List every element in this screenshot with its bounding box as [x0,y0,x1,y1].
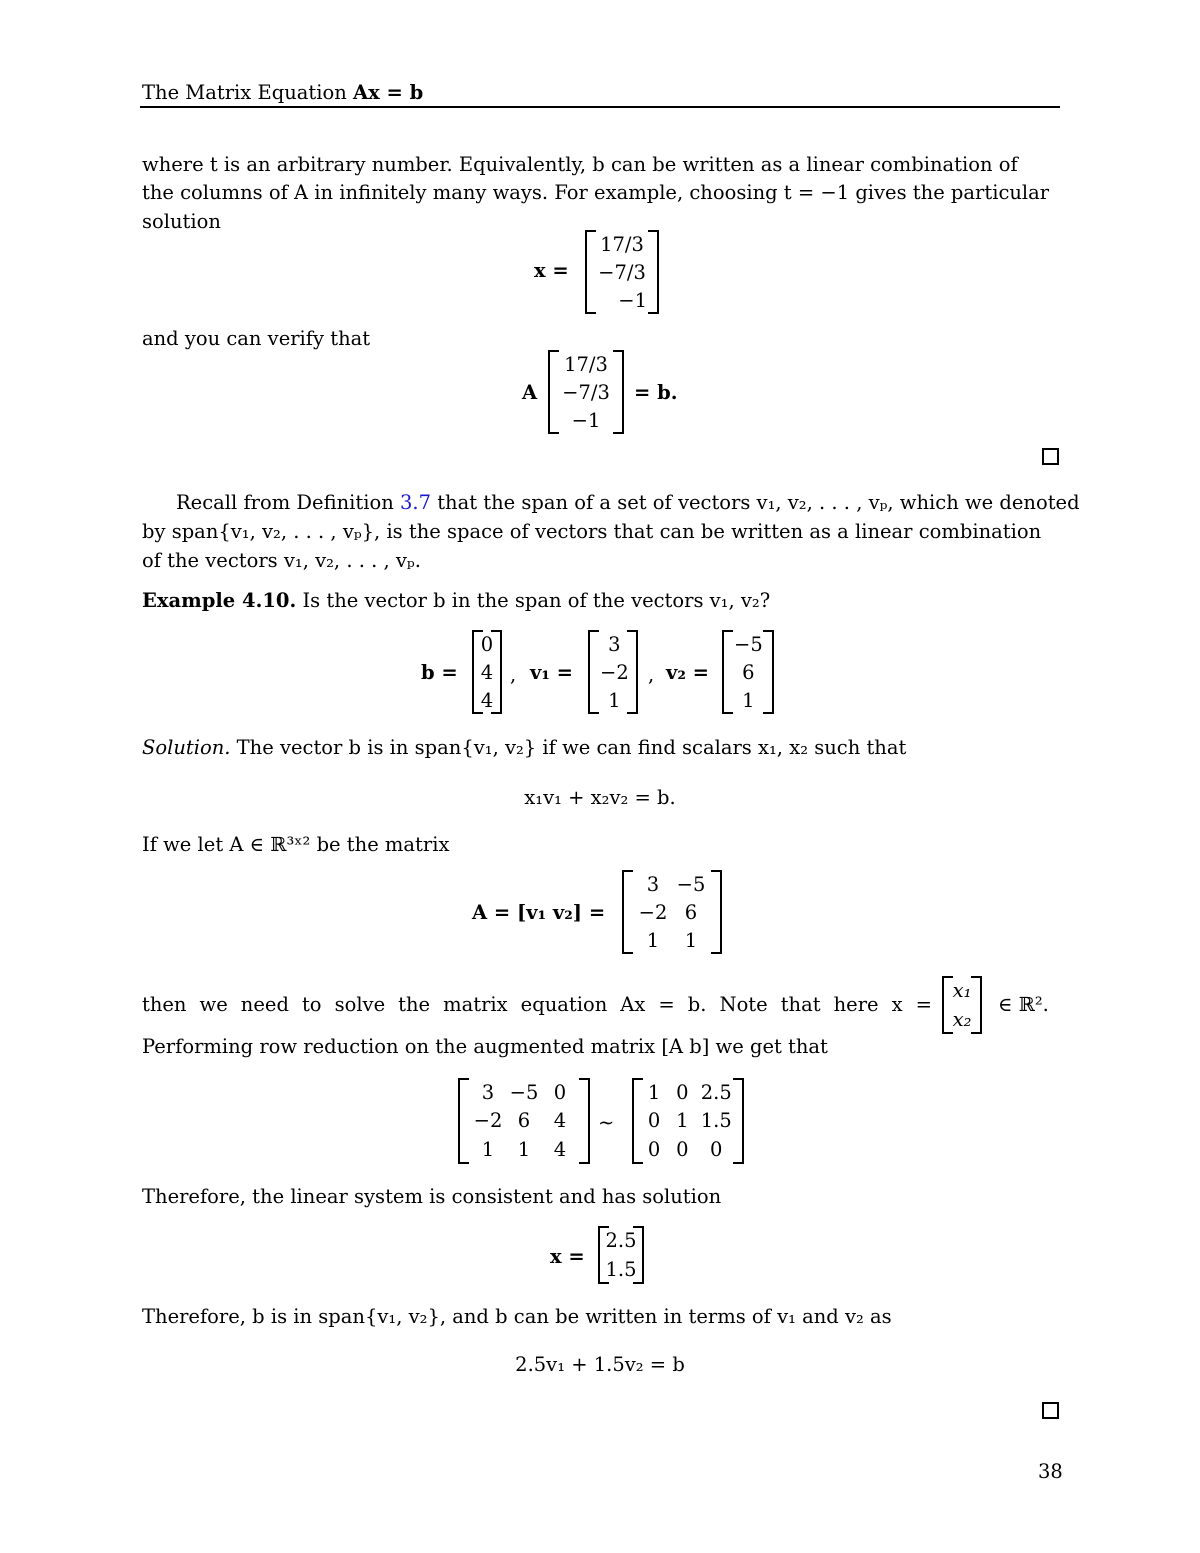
example-question: Is the vector b in the span of the vectors v₁, v₂? [302,589,771,612]
comma: , [510,663,517,686]
vector-entry: −5 [734,632,763,656]
eq-x2-lhs: x = [550,1245,585,1268]
let-text: If we let A ∈ ℝ³ˣ² be the matrix [142,833,450,856]
eq-lincomb: x₁v₁ + x₂v₂ = b. [524,786,676,809]
solution-label: Solution. [142,736,231,759]
matrix-entry: 6 [517,1109,531,1133]
bracket-left [622,870,633,954]
bracket-left [588,630,599,714]
verify-text: and you can verify that [142,327,371,350]
para1-line3: solution [142,210,221,233]
matrix-entry: 1 [676,1109,689,1133]
vector-entry: 4 [480,688,494,712]
vector-x-then [942,976,982,1034]
vector-entry: 2.5 [605,1229,637,1252]
vector-v2 [722,630,774,714]
para1-line2: the columns of A in infinitely many ways. For example, choosing t = −1 gives the particular [142,181,1050,204]
matrix-entry: 17/3 [564,352,608,376]
matrix-entry: 6 [684,900,698,924]
bracket-left [548,350,559,434]
recall-text: Recall from Definition [176,491,394,514]
vector-entry: x₁ [952,979,972,1002]
matrix-entry: −1 [571,408,601,432]
header-title-text: The Matrix Equation [142,81,347,104]
bracket-right [711,870,722,954]
recall-line1 [176,488,1080,517]
matrix-entry: 2.5 [700,1080,732,1104]
qed-symbol [1042,1402,1059,1419]
vector-entry: 4 [480,660,494,684]
v2-label: v₂ = [666,661,709,684]
matrix-entry: −1 [618,288,647,312]
eq-A-lhs: A = [v₁ v₂] = [472,901,606,924]
matrix-entry: 0 [676,1138,689,1162]
matrix-entry: 1 [646,928,660,952]
header-title-math: Ax = b [352,81,424,104]
augmented-matrix [458,1078,590,1164]
matrix-entry: −2 [473,1109,503,1133]
eq-verify-rhs: = b. [634,381,678,404]
vector-entry: x₂ [952,1008,972,1031]
matrix-entry: 4 [553,1109,567,1133]
bracket-right [648,230,659,314]
vector-entry: 0 [480,632,494,656]
bracket-left [585,230,596,314]
qed-symbol [1042,448,1059,465]
matrix-entry: 3 [646,872,660,896]
then-text: then we need to solve the matrix equation Ax = b. Note that here x = [142,993,932,1016]
header-rule [140,106,1060,108]
v1-label: v₁ = [530,661,573,684]
matrix-entry: 1 [481,1138,495,1162]
vector-entry: 1.5 [605,1258,637,1281]
perform-text: Performing row reduction on the augmented matrix [A b] we get that [142,1035,828,1058]
matrix-verify [548,350,624,434]
vector-b [472,630,502,714]
matrix-entry: 17/3 [600,232,644,256]
vector-entry: 6 [742,660,755,684]
vector-v1 [588,630,638,714]
comma: , [648,663,655,686]
bracket-right [613,350,624,434]
vector-entry: −2 [600,660,629,684]
matrix-entry: 1 [647,1080,661,1104]
para1-line1: where t is an arbitrary number. Equivalently, b can be written as a linear combination of [142,153,1018,176]
matrix-entry: 0 [710,1138,723,1162]
vector-entry: 3 [608,632,621,656]
matrix-entry: 0 [647,1138,661,1162]
recall-line3: of the vectors v₁, v₂, . . . , vₚ. [142,549,421,572]
eq-x1-lhs: x = [534,259,569,282]
therefore2-text: Therefore, b is in span{v₁, v₂}, and b can be written in terms of v₁ and v₂ as [142,1305,892,1328]
eq-final: 2.5v₁ + 1.5v₂ = b [515,1353,685,1376]
therefore1-text: Therefore, the linear system is consistent and has solution [142,1185,722,1208]
vector-entry: 1 [742,688,755,712]
matrix-x1 [585,230,659,314]
example-label: Example 4.10. [142,589,297,612]
matrix-entry: 4 [553,1138,567,1162]
matrix-entry: −5 [509,1080,539,1104]
matrix-entry: 3 [481,1080,495,1104]
bracket-left [722,630,733,714]
running-header [142,78,423,107]
matrix-entry: −2 [638,900,668,924]
matrix-entry: 1 [517,1138,531,1162]
matrix-entry: 1.5 [700,1109,732,1133]
reduced-matrix [632,1078,744,1164]
bracket-right [579,1078,590,1164]
matrix-entry: 0 [676,1080,689,1104]
vector-x2 [598,1226,644,1284]
recall-text: that the span of a set of vectors v₁, v₂, . . . , vₚ, which we denoted [437,491,1080,514]
eq-verify-lhs: A [522,381,538,404]
example-heading [142,586,770,615]
solution-line [142,733,906,762]
matrix-entry: 0 [647,1109,661,1133]
matrix-entry: −7/3 [598,260,646,284]
definition-link[interactable]: 3.7 [399,491,431,514]
vector-entry: 1 [608,688,621,712]
recall-line2: by span{v₁, v₂, . . . , vₚ}, is the space of vectors that can be written as a linear combination [142,520,1042,543]
matrix-entry: −7/3 [562,380,610,404]
then-rhs: ∈ ℝ². [998,993,1049,1016]
matrix-entry: 0 [553,1080,567,1104]
page-number: 38 [1038,1460,1063,1483]
b-label: b = [421,661,458,684]
bracket-right [763,630,774,714]
solution-text: The vector b is in span{v₁, v₂} if we can find scalars x₁, x₂ such that [236,736,907,759]
matrix-entry: 1 [684,928,698,952]
matrix-A [622,870,722,954]
bracket-left [458,1078,469,1164]
matrix-entry: −5 [676,872,706,896]
sim-symbol: ∼ [598,1111,615,1134]
